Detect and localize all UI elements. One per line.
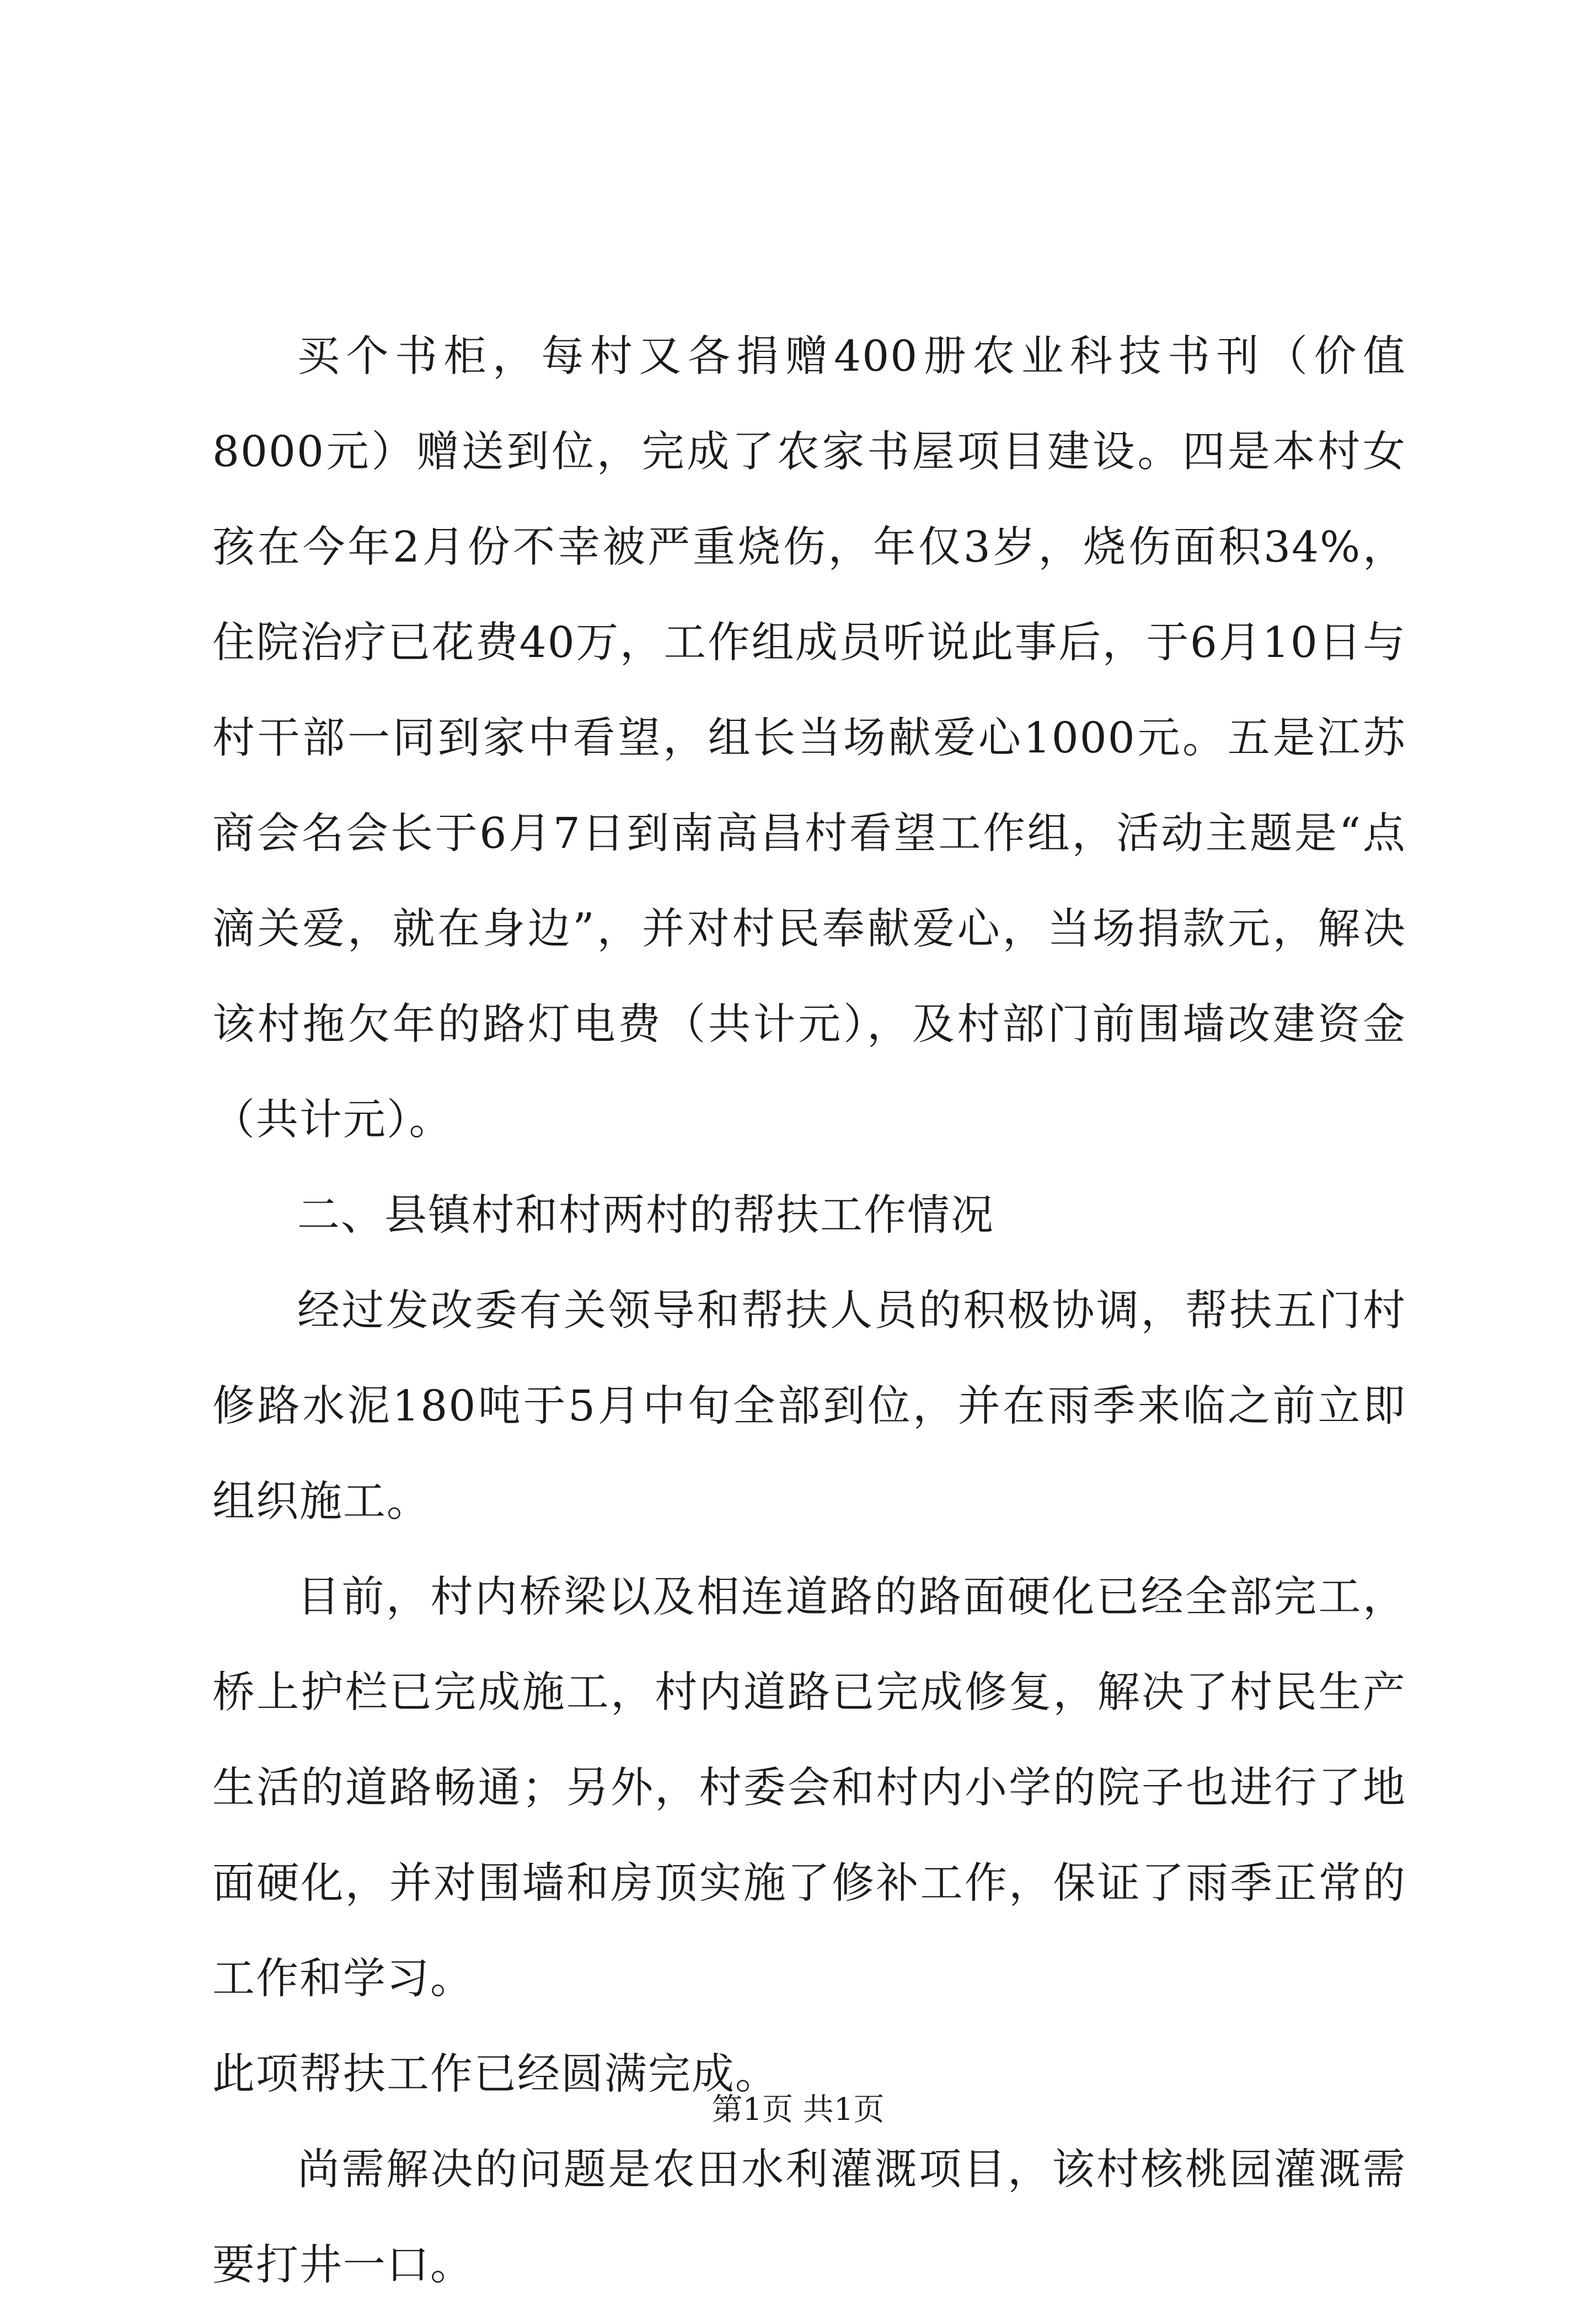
paragraph-1: 买个书柜，每村又各捐赠400册农业科技书刊（价值8000元）赠送到位，完成了农家书屋项目建设。四是本村女孩在今年2月份不幸被严重烧伤，年仅3岁，烧伤面积34%，住院治疗已花费40万，工作组成员听说此事后，于6月10日与村干部一同到家中看望，组长当场献爱心1000元。五是江苏商会名会长于6月7日到南高昌村看望工作组，活动主题是“点滴关爱，就在身边”，并对村民奉献爱心，当场捐款元，解决该村拖欠年的路灯电费（共计元），及村部门前围墙改建资金（共计元）。 (212, 332, 1406, 1145)
paragraph-3: 目前，村内桥梁以及相连道路的路面硬化已经全部完工，桥上护栏已完成施工，村内道路已完成修复，解决了村民生产生活的道路畅通；另外，村委会和村内小学的院子也进行了地面硬化，并对围墙和房顶实施了修补工作，保证了雨季正常的工作和学习。 (212, 1573, 1406, 2004)
paragraph-2: 经过发改委有关领导和帮扶人员的积极协调，帮扶五门村修路水泥180吨于5月中旬全部到位，并在雨季来临之前立即组织施工。 (212, 1286, 1406, 1526)
page-number-footer: 第1页 共1页 (711, 2092, 885, 2128)
paragraph-4: 此项帮扶工作已经圆满完成。 (212, 2050, 779, 2099)
section-heading: 二、县镇村和村两村的帮扶工作情况 (297, 1191, 994, 1240)
paragraph-5: 尚需解决的问题是农田水利灌溉项目，该村核桃园灌溉需要打井一口。 (212, 2145, 1406, 2290)
document-body (212, 309, 1406, 2313)
